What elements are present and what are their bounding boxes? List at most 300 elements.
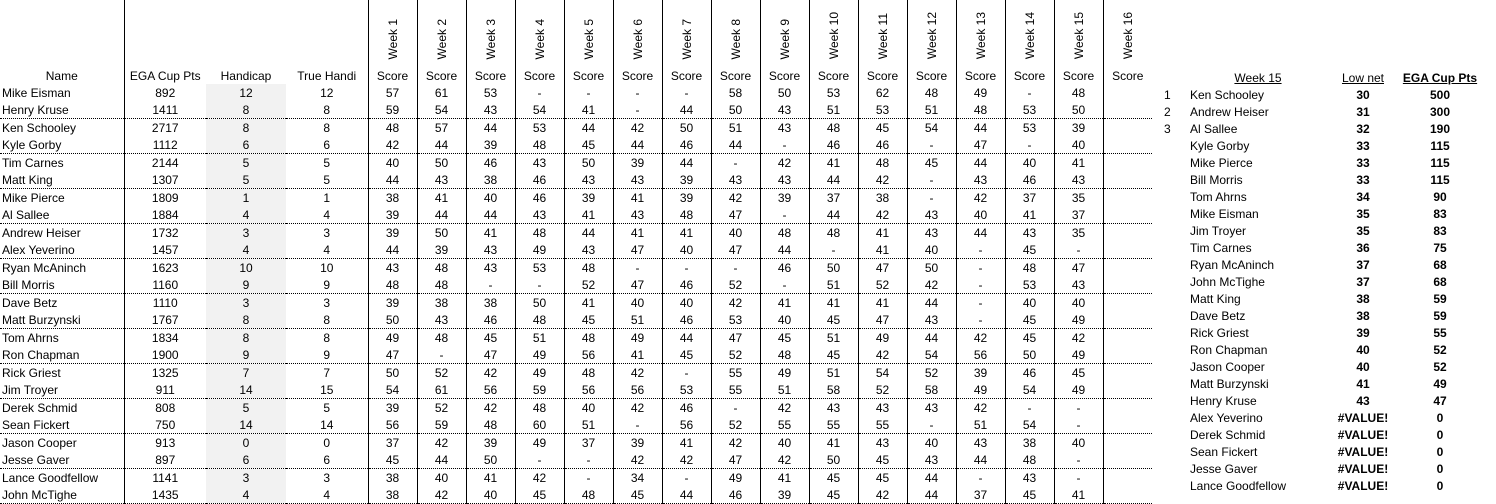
score-cell: 48: [760, 346, 809, 364]
player-true-handi: 5: [323, 400, 331, 415]
player-true-handi: 3: [323, 295, 331, 310]
score-cell: 51: [809, 364, 858, 382]
header-name: Name: [45, 68, 78, 83]
player-cup-pts: 1435: [124, 486, 206, 504]
week15-rank: [1162, 341, 1188, 358]
score-cell: 42: [858, 171, 907, 189]
score-cell: 39: [662, 189, 711, 207]
player-cup-pts: 1457: [124, 241, 206, 259]
score-cell: 50: [368, 364, 417, 382]
score-cell: 50: [417, 154, 466, 172]
player-true-handi: 4: [286, 241, 368, 259]
player-handicap: 14: [206, 381, 286, 399]
score-cell: 54: [907, 346, 956, 364]
score-cell: 51: [809, 329, 858, 347]
player-true-handi: 6: [286, 136, 368, 154]
blank-cell: [124, 0, 206, 67]
player-name: Matt Burzynski: [0, 311, 124, 329]
score-cell: 45: [466, 329, 515, 347]
score-cell: 38: [466, 171, 515, 189]
week15-row: [1162, 307, 1482, 324]
week15-row: [1162, 103, 1482, 120]
score-cell: 45: [368, 451, 417, 469]
player-row: [0, 399, 1152, 417]
player-cup-pts: 1767: [124, 311, 206, 329]
header-handicap: Handicap: [220, 68, 272, 83]
player-name: Sean Fickert: [0, 416, 124, 434]
score-cell: -: [907, 136, 956, 154]
score-cell: 45: [564, 311, 613, 329]
score-cell: 47: [613, 241, 662, 259]
score-cell: -: [760, 136, 809, 154]
week15-row: [1162, 426, 1482, 443]
player-cup-pts: 1411: [124, 101, 206, 119]
week-header-label: Week 4: [532, 18, 547, 59]
week15-player: Sean Fickert: [1190, 444, 1258, 459]
score-cell: 41: [858, 224, 907, 242]
week15-cup-pts: 0: [1436, 478, 1444, 493]
score-cell: 41: [564, 206, 613, 224]
score-cell: 44: [809, 171, 858, 189]
player-true-handi: 4: [286, 206, 368, 224]
score-cell: 45: [809, 346, 858, 364]
score-cell: 41: [760, 469, 809, 487]
week-header-cell: [662, 0, 711, 67]
week-header-label: Week 7: [679, 18, 694, 59]
score-cell: 44: [907, 469, 956, 487]
player-name: Dave Betz: [2, 295, 58, 310]
score-cell: 43: [368, 259, 417, 277]
score-cell: 58: [809, 381, 858, 399]
score-cell: -: [1054, 241, 1103, 259]
score-cell: 48: [368, 276, 417, 294]
week15-cup-pts: 68: [1433, 257, 1447, 272]
score-cell: -: [809, 241, 858, 259]
score-cell: 56: [564, 346, 613, 364]
week15-rank: [1162, 256, 1188, 273]
score-cell: 45: [1054, 364, 1103, 382]
week15-row: [1162, 222, 1482, 239]
score-cell: 41: [1054, 486, 1103, 504]
score-cell: 44: [662, 101, 711, 119]
week15-cup-pts: 500: [1429, 87, 1451, 102]
score-cell: 44: [956, 154, 1005, 172]
score-cell: 49: [368, 329, 417, 347]
score-cell: 42: [760, 154, 809, 172]
score-cell: 42: [956, 399, 1005, 417]
player-name: Derek Schmid: [2, 400, 78, 415]
score-cell: 47: [711, 241, 760, 259]
header-score: Score: [515, 67, 564, 84]
score-cell: 43: [760, 119, 809, 137]
week15-rank: [1162, 324, 1188, 341]
player-row: [0, 206, 1152, 224]
score-cell: 52: [711, 276, 760, 294]
player-cup-pts: 1141: [124, 469, 206, 487]
header-cup-pts: EGA Cup Pts: [124, 67, 206, 84]
player-true-handi: 9: [286, 346, 368, 364]
score-cell: 41: [662, 434, 711, 452]
score-cell: 61: [417, 381, 466, 399]
score-cell: 48: [515, 399, 564, 417]
score-cell: -: [907, 416, 956, 434]
player-name: Kyle Gorby: [0, 136, 124, 154]
score-cell: 47: [711, 206, 760, 224]
score-cell: 48: [858, 154, 907, 172]
score-cell: 43: [417, 311, 466, 329]
score-cell: 40: [760, 434, 809, 452]
score-cell: -: [711, 399, 760, 417]
score-cell: 41: [613, 346, 662, 364]
score-cell: 50: [417, 224, 466, 242]
score-cell: -: [956, 259, 1005, 277]
score-cell: 41: [760, 294, 809, 312]
week-header-cell: [711, 0, 760, 67]
score-cell: 51: [956, 416, 1005, 434]
blank-cell: [0, 0, 124, 67]
score-cell: 59: [417, 416, 466, 434]
score-cell: [1103, 329, 1152, 347]
week15-cup-pts: 59: [1433, 291, 1447, 306]
score-cell: 58: [711, 84, 760, 101]
week-header-label: Week 6: [630, 18, 645, 59]
score-cell: 55: [711, 381, 760, 399]
week15-low-net: 32: [1356, 121, 1370, 136]
score-cell: 40: [613, 294, 662, 312]
score-cell: -: [956, 276, 1005, 294]
score-cell: 44: [956, 451, 1005, 469]
score-cell: 40: [564, 399, 613, 417]
header-score: Score: [907, 67, 956, 84]
player-name: Alex Yeverino: [0, 241, 124, 259]
player-cup-pts: 1884: [124, 206, 206, 224]
player-name: Tim Carnes: [2, 155, 64, 170]
score-cell: 47: [466, 346, 515, 364]
score-cell: 49: [760, 364, 809, 382]
score-cell: 59: [368, 101, 417, 119]
week15-low-net: 38: [1356, 308, 1370, 323]
week15-player: Tim Carnes: [1190, 240, 1252, 255]
week-header-cell: [466, 0, 515, 67]
score-cell: 41: [662, 224, 711, 242]
score-cell: -: [662, 259, 711, 277]
week15-rank: [1162, 460, 1188, 477]
score-cell: 41: [564, 294, 613, 312]
player-true-handi: 0: [323, 435, 331, 450]
player-name: Ryan McAninch: [2, 260, 87, 275]
score-cell: 60: [515, 416, 564, 434]
week15-low-net: #VALUE!: [1337, 410, 1389, 425]
score-cell: 45: [858, 469, 907, 487]
week15-rank: 2: [1164, 104, 1171, 119]
score-cell: 43: [907, 451, 956, 469]
score-cell: 44: [907, 329, 956, 347]
player-handicap: 6: [206, 451, 286, 469]
week15-header-row: [1162, 69, 1482, 86]
week-header-row: [0, 0, 1152, 67]
player-true-handi: 1: [323, 190, 331, 205]
score-cell: 39: [466, 434, 515, 452]
column-header-row: [0, 67, 1152, 84]
score-cell: 37: [1005, 189, 1054, 207]
score-cell: 39: [368, 399, 417, 417]
score-cell: 46: [466, 311, 515, 329]
player-row: [0, 469, 1152, 487]
player-handicap: 1: [206, 189, 286, 207]
score-cell: 42: [613, 119, 662, 137]
score-cell: 42: [858, 206, 907, 224]
week15-cup-pts: 0: [1436, 461, 1444, 476]
score-cell: 41: [564, 101, 613, 119]
score-cell: [1103, 486, 1152, 504]
header-score: Score: [1054, 67, 1103, 84]
header-score: Score: [466, 67, 515, 84]
score-cell: 41: [417, 189, 466, 207]
week-header-label: Week 15: [1071, 11, 1086, 59]
score-cell: 49: [515, 346, 564, 364]
score-cell: 49: [1054, 311, 1103, 329]
score-cell: 39: [662, 171, 711, 189]
week15-player: John McTighe: [1190, 274, 1265, 289]
week15-cup-pts: 59: [1433, 308, 1447, 323]
week15-rank: [1162, 426, 1188, 443]
player-true-handi: 8: [286, 101, 368, 119]
score-cell: [1103, 241, 1152, 259]
score-cell: 56: [613, 381, 662, 399]
score-cell: 53: [515, 119, 564, 137]
score-cell: 55: [858, 416, 907, 434]
score-cell: 53: [466, 84, 515, 101]
score-cell: 42: [368, 136, 417, 154]
player-row: [0, 381, 1152, 399]
player-name: Henry Kruse: [0, 101, 124, 119]
score-cell: 39: [1054, 119, 1103, 137]
score-cell: 50: [760, 84, 809, 101]
score-cell: -: [1054, 451, 1103, 469]
score-cell: [1103, 399, 1152, 417]
score-cell: 43: [809, 399, 858, 417]
week15-cup-label: EGA Cup Pts: [1402, 70, 1478, 85]
week15-row: [1162, 188, 1482, 205]
score-cell: 39: [613, 154, 662, 172]
week-header-label: Week 12: [924, 11, 939, 59]
week15-body: [1162, 69, 1482, 494]
score-cell: 54: [907, 119, 956, 137]
week15-player: Bill Morris: [1190, 172, 1243, 187]
score-cell: 44: [466, 206, 515, 224]
score-cell: [1103, 434, 1152, 452]
player-row: [0, 346, 1152, 364]
score-cell: -: [1005, 399, 1054, 417]
week15-rank: [1162, 392, 1188, 409]
score-cell: 42: [613, 364, 662, 382]
score-cell: 55: [711, 364, 760, 382]
week15-rank: [1162, 222, 1188, 239]
player-name: Bill Morris: [0, 276, 124, 294]
player-handicap: 3: [206, 469, 286, 487]
header-score: Score: [368, 67, 417, 84]
score-cell: [1103, 451, 1152, 469]
player-true-handi: 8: [323, 330, 331, 345]
week15-low-net: #VALUE!: [1337, 427, 1389, 442]
week15-rank: [1162, 409, 1188, 426]
score-cell: 48: [564, 329, 613, 347]
week15-player: Henry Kruse: [1190, 393, 1257, 408]
score-cell: 50: [1005, 346, 1054, 364]
score-cell: 43: [907, 399, 956, 417]
player-row: [0, 364, 1152, 382]
score-cell: 47: [858, 311, 907, 329]
score-cell: 48: [466, 416, 515, 434]
week-header-cell: [613, 0, 662, 67]
score-cell: 53: [711, 311, 760, 329]
week-header-cell: [417, 0, 466, 67]
week15-low-net: 30: [1356, 87, 1370, 102]
player-name: Ron Chapman: [0, 346, 124, 364]
score-cell: -: [1054, 399, 1103, 417]
player-name: John McTighe: [0, 486, 124, 504]
player-handicap: 4: [206, 241, 286, 259]
score-cell: 38: [417, 294, 466, 312]
score-cell: 45: [1005, 486, 1054, 504]
player-handicap: 9: [206, 276, 286, 294]
player-handicap: 4: [206, 486, 286, 504]
week15-row: [1162, 239, 1482, 256]
week15-rank: [1162, 171, 1188, 188]
week15-low-net: 39: [1356, 325, 1370, 340]
week-header-label: Week 5: [581, 18, 596, 59]
week15-player: Jesse Gaver: [1190, 461, 1258, 476]
score-cell: -: [760, 276, 809, 294]
player-true-handi: 5: [286, 171, 368, 189]
score-cell: 43: [858, 434, 907, 452]
score-cell: 39: [368, 206, 417, 224]
week15-cup-pts: 0: [1436, 444, 1444, 459]
week15-cup-pts: 47: [1433, 393, 1447, 408]
score-cell: 44: [613, 136, 662, 154]
score-cell: 43: [466, 101, 515, 119]
score-cell: 45: [564, 136, 613, 154]
score-cell: 43: [466, 259, 515, 277]
score-cell: 42: [858, 486, 907, 504]
week15-cup-pts: 52: [1433, 359, 1447, 374]
week-header-label: Week 8: [728, 18, 743, 59]
header-score: Score: [564, 67, 613, 84]
score-cell: 51: [613, 311, 662, 329]
score-cell: -: [907, 171, 956, 189]
week15-row: [1162, 443, 1482, 460]
score-cell: 39: [564, 189, 613, 207]
week15-cup-pts: 55: [1433, 325, 1447, 340]
week15-player: Al Sallee: [1190, 121, 1238, 136]
score-cell: 44: [368, 171, 417, 189]
week15-row: [1162, 477, 1482, 494]
score-cell: 43: [711, 171, 760, 189]
score-cell: 43: [1054, 171, 1103, 189]
score-cell: 42: [417, 434, 466, 452]
score-cell: [1103, 84, 1152, 101]
score-cell: 56: [956, 346, 1005, 364]
score-cell: 41: [858, 241, 907, 259]
score-cell: 48: [564, 486, 613, 504]
player-handicap: 0: [206, 434, 286, 452]
score-cell: 52: [417, 399, 466, 417]
score-cell: 50: [1054, 101, 1103, 119]
player-handicap: 8: [206, 101, 286, 119]
week-header-cell: [760, 0, 809, 67]
player-name: Matt King: [0, 171, 124, 189]
player-name: Rick Griest: [2, 365, 61, 380]
score-cell: 44: [564, 119, 613, 137]
score-cell: 49: [613, 329, 662, 347]
week15-player: Dave Betz: [1190, 308, 1246, 323]
score-cell: 56: [662, 416, 711, 434]
week15-low-net: 41: [1356, 376, 1370, 391]
week15-player: Ron Chapman: [1190, 342, 1268, 357]
week15-cup-pts: 68: [1433, 274, 1447, 289]
score-cell: 59: [515, 381, 564, 399]
score-cell: 42: [956, 329, 1005, 347]
score-cell: 46: [515, 189, 564, 207]
score-cell: 48: [1005, 259, 1054, 277]
score-cell: 43: [760, 171, 809, 189]
player-handicap: 4: [206, 206, 286, 224]
score-cell: 44: [417, 451, 466, 469]
player-handicap: 14: [206, 416, 286, 434]
player-cup-pts: 1160: [124, 276, 206, 294]
week15-cup-pts: 115: [1430, 155, 1450, 170]
score-cell: 45: [858, 451, 907, 469]
player-row: [0, 329, 1152, 347]
score-cell: 42: [1054, 329, 1103, 347]
score-cell: 46: [809, 136, 858, 154]
score-cell: -: [956, 241, 1005, 259]
score-cell: 49: [1054, 346, 1103, 364]
score-cell: 46: [760, 259, 809, 277]
week15-row: [1162, 358, 1482, 375]
week-header-label: Week 11: [875, 12, 890, 59]
score-cell: 39: [956, 364, 1005, 382]
header-score: Score: [1103, 67, 1152, 84]
week15-row: [1162, 154, 1482, 171]
player-row: [0, 136, 1152, 154]
score-cell: 39: [368, 294, 417, 312]
score-cell: 43: [564, 171, 613, 189]
score-cell: 50: [809, 451, 858, 469]
player-handicap: 7: [206, 364, 286, 382]
score-cell: 48: [417, 329, 466, 347]
week15-row: [1162, 137, 1482, 154]
score-cell: 44: [662, 154, 711, 172]
score-cell: 44: [956, 119, 1005, 137]
player-row: [0, 171, 1152, 189]
week15-rank: [1162, 188, 1188, 205]
player-true-handi: 8: [323, 120, 331, 135]
score-cell: 48: [564, 364, 613, 382]
player-handicap: 10: [206, 259, 286, 277]
player-cup-pts: 1900: [124, 346, 206, 364]
score-cell: [1103, 294, 1152, 312]
player-name: Jim Troyer: [0, 381, 124, 399]
week15-cup-pts: 300: [1429, 104, 1451, 119]
score-cell: -: [515, 84, 564, 101]
score-cell: 52: [711, 346, 760, 364]
score-cell: 40: [466, 189, 515, 207]
score-cell: 44: [564, 224, 613, 242]
week15-title: Week 15: [1234, 70, 1282, 85]
score-cell: 53: [809, 84, 858, 101]
score-cell: 48: [417, 276, 466, 294]
